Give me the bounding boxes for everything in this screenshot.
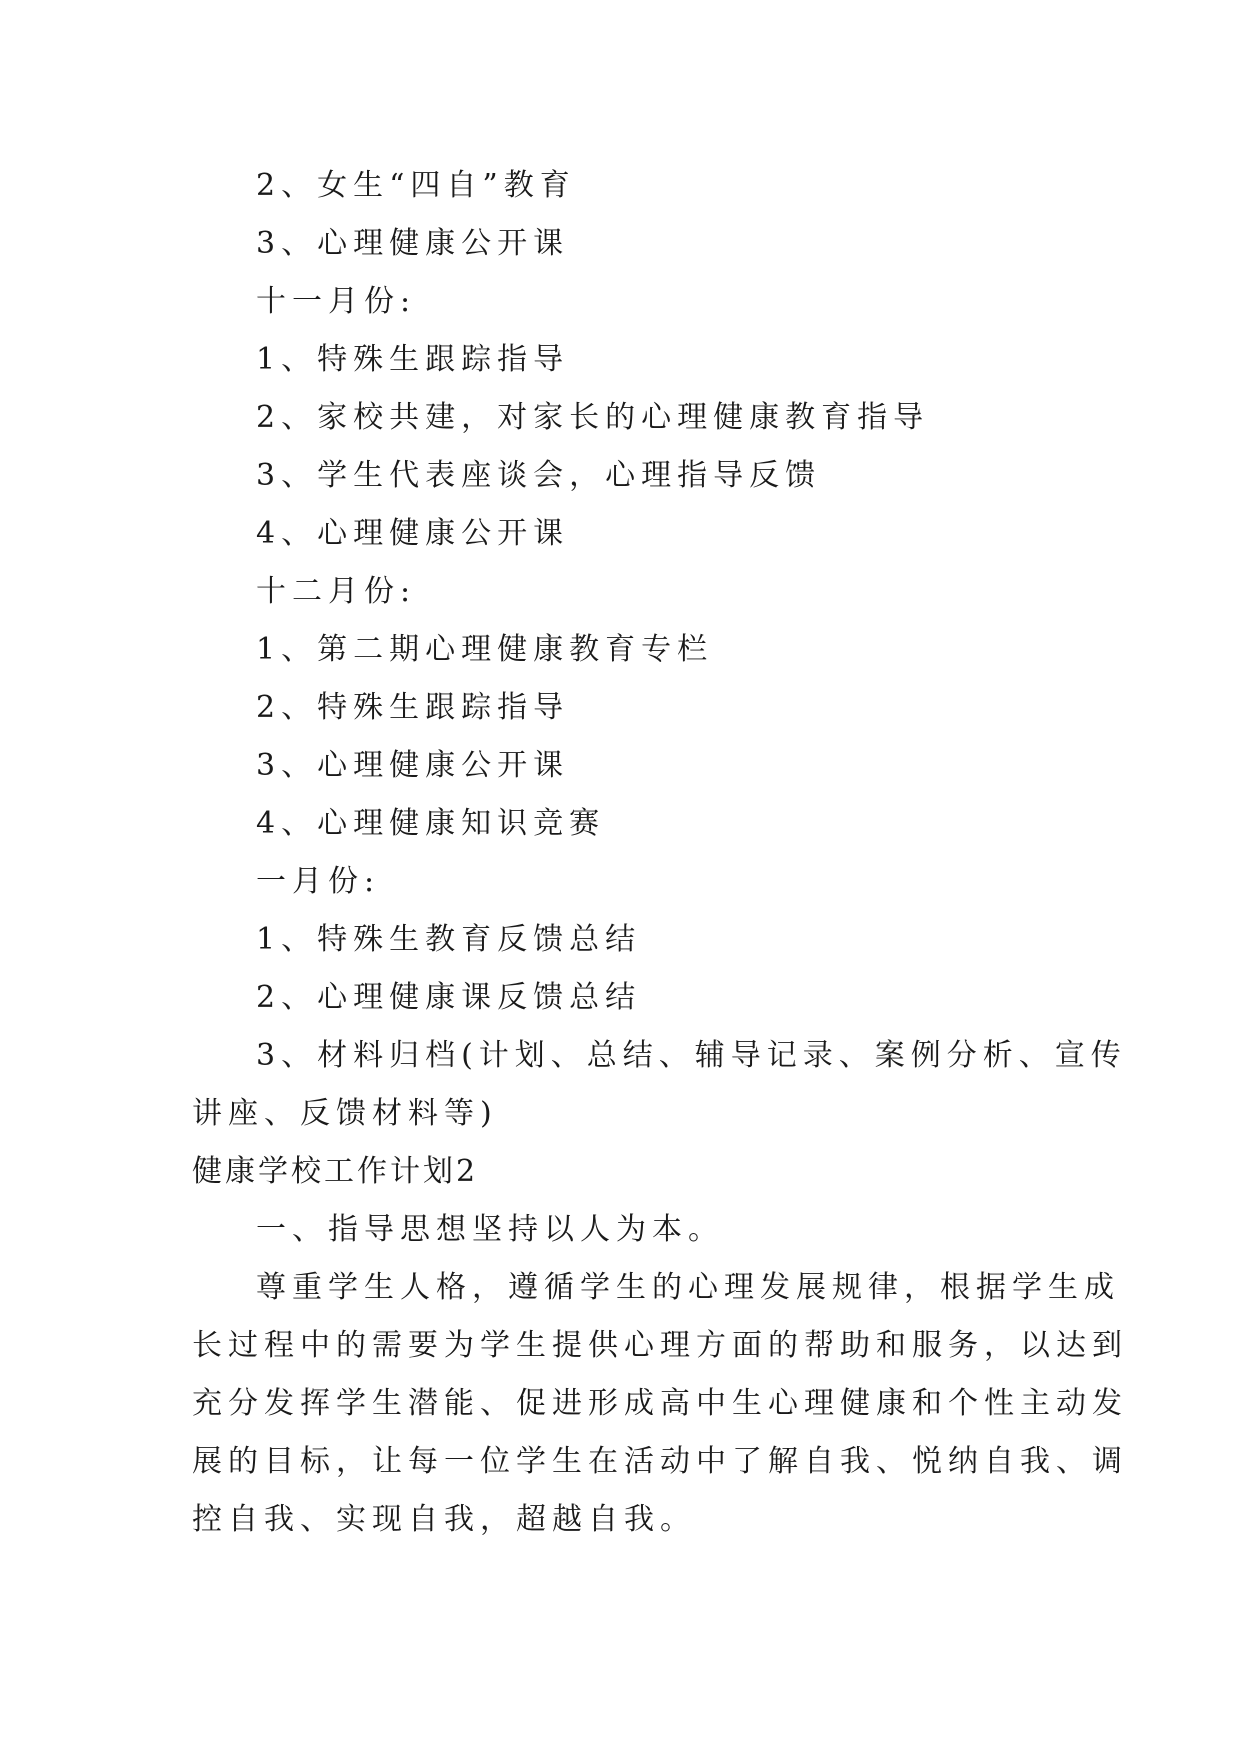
list-item-continuation: 讲座、反馈材料等) — [192, 1096, 498, 1131]
paragraph-line: 尊重学生人格，遵循学生的心理发展规律，根据学生成 — [256, 1270, 1120, 1305]
list-item: 3、学生代表座谈会，心理指导反馈 — [256, 458, 822, 493]
paragraph-line: 充分发挥学生潜能、促进形成高中生心理健康和个性主动发 — [192, 1386, 1128, 1421]
month-heading: 一月份: — [256, 864, 381, 899]
list-item: 3、心理健康公开课 — [256, 748, 570, 783]
list-item: 2、特殊生跟踪指导 — [256, 690, 570, 725]
paragraph-line: 控自我、实现自我，超越自我。 — [192, 1502, 696, 1537]
month-heading: 十一月份: — [256, 284, 417, 319]
list-item: 1、特殊生跟踪指导 — [256, 342, 570, 377]
list-item: 1、第二期心理健康教育专栏 — [256, 632, 714, 667]
list-item: 3、材料归档(计划、总结、辅导记录、案例分析、宣传 — [256, 1038, 1127, 1073]
month-heading: 十二月份: — [256, 574, 417, 609]
paragraph-line: 长过程中的需要为学生提供心理方面的帮助和服务，以达到 — [192, 1328, 1128, 1363]
list-item: 2、女生“四自”教育 — [256, 168, 576, 203]
subsection-heading: 一、指导思想坚持以人为本。 — [256, 1212, 724, 1247]
paragraph-line: 展的目标，让每一位学生在活动中了解自我、悦纳自我、调 — [192, 1444, 1128, 1479]
list-item: 2、家校共建，对家长的心理健康教育指导 — [256, 400, 930, 435]
list-item: 1、特殊生教育反馈总结 — [256, 922, 642, 957]
list-item: 4、心理健康公开课 — [256, 516, 570, 551]
section-title: 健康学校工作计划2 — [192, 1154, 479, 1189]
list-item: 3、心理健康公开课 — [256, 226, 570, 261]
list-item: 4、心理健康知识竞赛 — [256, 806, 606, 841]
list-item: 2、心理健康课反馈总结 — [256, 980, 642, 1015]
